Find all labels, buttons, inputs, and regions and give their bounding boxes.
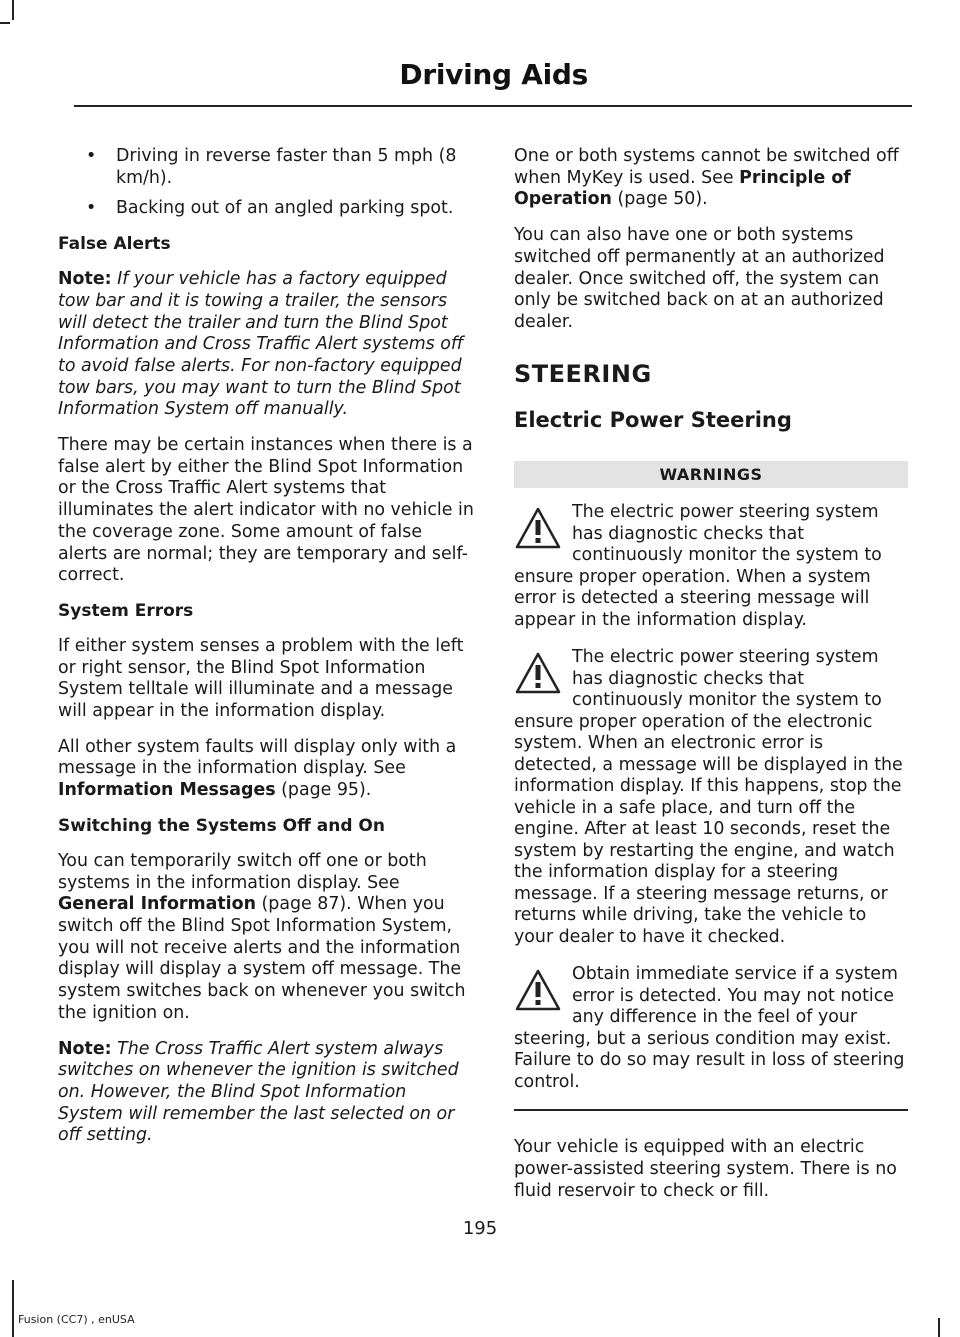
false-alerts-paragraph: There may be certain instances when there is a false alert by either the Blind Spot Information or the Cross Traffic Alert systems that illuminates the alert indicator with no vehicle in the coverage zone. Some amount of false alerts are normal; they are temporary and self-correct. bbox=[58, 435, 474, 586]
warning-text: Obtain immediate service if a system error is detected. You may not notice any difference in the feel of your steering, but a serious condition may exist. Failure to do so may result in loss of steering control. bbox=[514, 964, 905, 1092]
cross-reference-link[interactable]: General Information bbox=[58, 894, 256, 915]
subsection-title: Electric Power Steering bbox=[514, 407, 792, 432]
right-column bbox=[514, 146, 908, 1216]
crop-mark-bottom-left bbox=[12, 1280, 14, 1337]
closing-paragraph: Your vehicle is equipped with an electric power-assisted steering system. There is no fluid reservoir to check or fill. bbox=[514, 1137, 897, 1201]
text-span: One or both systems cannot be switched off when MyKey is used. See bbox=[514, 146, 899, 188]
bullet-item bbox=[58, 198, 476, 220]
false-alerts-note bbox=[58, 269, 476, 421]
warning-text: The electric power steering system has diagnostic checks that continuously monitor the system to ensure proper operation. When a system error is detected a steering message will appear in the information display. bbox=[514, 502, 882, 630]
warning-text: The electric power steering system has diagnostic checks that continuously monitor the system to ensure proper operation of the electronic system. When an electronic error is detected, a message will be displayed in the information display. If this happens, stop the vehicle in a safe place, and turn off the engine. After at least 10 seconds, reset the system by restarting the engine, and watch the information display for a steering message. If a steering message returns, or returns while driving, take the vehicle to your dealer to have it checked. bbox=[514, 647, 903, 947]
crop-mark-bottom-right bbox=[938, 1318, 940, 1337]
crop-mark-top-left-h bbox=[0, 22, 10, 24]
warnings-header: WARNINGS bbox=[514, 461, 908, 489]
warning-triangle-icon bbox=[514, 506, 562, 550]
cross-reference-link[interactable]: Information Messages bbox=[58, 780, 276, 801]
warning-item bbox=[514, 964, 908, 1093]
warning-item bbox=[514, 647, 908, 948]
text-span: (page 50). bbox=[611, 189, 708, 210]
switching-note bbox=[58, 1039, 476, 1148]
section-title: STEERING bbox=[514, 359, 652, 388]
bullet-text: Backing out of an angled parking spot. bbox=[116, 198, 454, 219]
switching-paragraph bbox=[58, 851, 476, 1025]
text-span: (page 87). When you switch off the Blind Spot Information System, you will not receive alerts and the information display will display a system off message. The system switches back on whenever you switch the ignition on. bbox=[58, 894, 466, 1023]
warning-item bbox=[514, 502, 908, 631]
cross-reference-link[interactable]: Principle of Operation bbox=[514, 167, 851, 210]
bullet-dot: • bbox=[86, 198, 97, 219]
switching-heading: Switching the Systems Off and On bbox=[58, 815, 385, 836]
dealer-paragraph: You can also have one or both systems switched off permanently at an authorized dealer. Once switched off, the system can only be switched back on at an authorized dealer. bbox=[514, 225, 885, 332]
footer-model: Fusion (CC7) , enUSA bbox=[18, 1313, 135, 1326]
text-span: You can temporarily switch off one or both systems in the information display. See bbox=[58, 850, 427, 893]
left-column bbox=[58, 146, 476, 1161]
false-alerts-heading: False Alerts bbox=[58, 234, 171, 255]
text-span: All other system faults will display only with a message in the information display. See bbox=[58, 736, 457, 779]
note-text: The Cross Traffic Alert system always switches on whenever the ignition is switched on. However, the Blind Spot Information System will remember the last selected on or off setting. bbox=[58, 1038, 459, 1146]
page-number: 195 bbox=[462, 1218, 498, 1239]
system-errors-heading: System Errors bbox=[58, 600, 194, 621]
bullet-item bbox=[58, 146, 476, 189]
crop-mark-top-left bbox=[12, 0, 14, 20]
note-label: Note: bbox=[58, 269, 112, 290]
note-label: Note: bbox=[58, 1038, 112, 1059]
mykey-paragraph bbox=[514, 146, 908, 211]
warnings-end-rule bbox=[514, 1109, 908, 1111]
system-errors-paragraph: If either system senses a problem with the left or right sensor, the Blind Spot Information System telltale will illuminate and a message will appear in the information display. bbox=[58, 635, 464, 722]
note-text: If your vehicle has a factory equipped tow bar and it is towing a trailer, the sensors will detect the trailer and turn the Blind Spot Information and Cross Traffic Alert systems off to avoid false alerts. For non-factory equipped tow bars, you may want to turn the Blind Spot Information System off manually. bbox=[58, 269, 464, 420]
system-faults-paragraph bbox=[58, 737, 476, 802]
bullet-text: Driving in reverse faster than 5 mph (8 km/h). bbox=[116, 146, 457, 188]
warning-triangle-icon bbox=[514, 968, 562, 1012]
bullet-dot: • bbox=[86, 146, 97, 166]
page-header-title: Driving Aids bbox=[399, 58, 588, 91]
warning-triangle-icon bbox=[514, 651, 562, 695]
text-span: (page 95). bbox=[275, 780, 372, 801]
header-rule bbox=[74, 105, 912, 107]
